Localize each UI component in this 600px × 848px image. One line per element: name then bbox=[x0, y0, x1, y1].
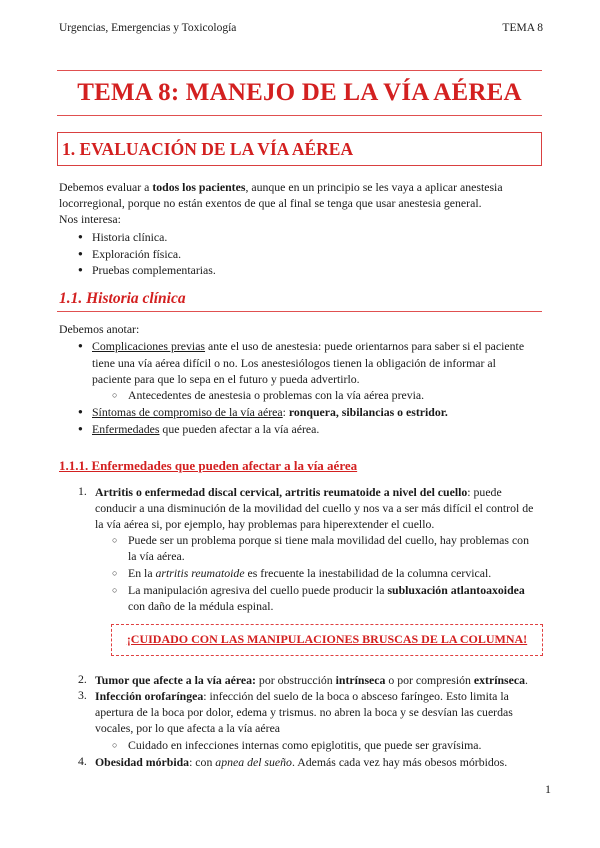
section-1-box bbox=[57, 132, 542, 166]
item-1-sub-3-line-2: con daño de la médula espinal. bbox=[128, 599, 274, 613]
section-1-heading: 1. EVALUACIÓN DE LA VÍA AÉREA bbox=[62, 139, 354, 159]
history-bullet-3 bbox=[78, 421, 542, 437]
item-1-sub-1 bbox=[112, 532, 542, 548]
intro-bold: todos los pacientes bbox=[152, 180, 246, 194]
circle-bullet-icon: ○ bbox=[112, 535, 118, 545]
bullet-text: : bbox=[282, 405, 289, 419]
item-bold: Infección orofaríngea bbox=[95, 689, 204, 703]
warning-box bbox=[111, 624, 543, 656]
page-title: TEMA 8: MANEJO DE LA VÍA AÉREA bbox=[77, 79, 522, 106]
item-3-line-3: vocales, por lo que afecta a la vía aérea bbox=[95, 721, 281, 735]
item-bold: Artritis o enfermedad discal cervical, artritis reumatoide a nivel del cuello bbox=[95, 485, 468, 499]
bullet-icon: ● bbox=[78, 341, 83, 350]
list-item: ● Historia clínica. bbox=[78, 229, 543, 246]
item-bold: intrínseca bbox=[335, 673, 386, 687]
bullet-1-line-2: tiene una vía aérea difícil o no. Los anestesiólogos tienen la obligación de informar al bbox=[92, 356, 496, 370]
history-bullet-2 bbox=[78, 404, 542, 420]
page-number: 1 bbox=[545, 782, 551, 796]
intro-text: , aunque en un principio se les vaya a aplicar anestesia bbox=[245, 180, 503, 194]
circle-bullet-icon: ○ bbox=[112, 740, 118, 750]
item-1-line-2: conducir a una disminución de la movilidad del cuello y nos va a ser más difícil el control de bbox=[95, 501, 534, 515]
item-1-line-3: la vía aérea si, por ejemplo, hay problemas para hiperextender el cuello. bbox=[95, 517, 435, 531]
item-text: : con bbox=[189, 755, 216, 769]
disease-item-4 bbox=[95, 754, 542, 770]
section-1-1-lead: Debemos anotar: bbox=[59, 322, 140, 336]
bullet-underlined: Síntomas de compromiso de la vía aérea bbox=[92, 405, 283, 419]
item-3-sub bbox=[112, 737, 542, 753]
item-number: 2. bbox=[78, 672, 87, 686]
sub-text: Cuidado en infecciones internas como epiglotitis, que puede ser gravísima. bbox=[128, 738, 482, 752]
bullet-text: ante el uso de anestesia: puede orientarnos para saber si el paciente bbox=[205, 339, 525, 353]
disease-item-1 bbox=[95, 484, 542, 500]
circle-bullet-icon: ○ bbox=[112, 390, 118, 400]
sub-text: Puede ser un problema porque si tiene mala movilidad del cuello, hay problemas con bbox=[128, 533, 529, 547]
item-text: : puede bbox=[467, 485, 502, 499]
title-banner bbox=[57, 70, 542, 116]
item-number: 4. bbox=[78, 754, 87, 768]
item-1-sub-1-line-2: la vía aérea. bbox=[128, 549, 185, 563]
section-1-1-heading: 1.1. Historia clínica bbox=[59, 290, 186, 307]
bullet-icon: ● bbox=[78, 424, 83, 433]
sub-bold: subluxación atlantoaxoidea bbox=[387, 583, 525, 597]
item-text: : infección del suelo de la boca o absceso faríngeo. Esto limita la bbox=[203, 689, 509, 703]
sub-bullet-text: Antecedentes de anestesia o problemas con la vía aérea previa. bbox=[128, 388, 425, 402]
item-1-sub-2 bbox=[112, 565, 542, 581]
bullet-text: que pueden afectar a la vía aérea. bbox=[159, 422, 320, 436]
section-1-1-1-heading: 1.1.1. Enfermedades que pueden afectar a la vía aérea bbox=[59, 458, 358, 473]
intro-line-2: locorregional, porque no están exentos de que al final se tenga que usar anestesia general. bbox=[59, 196, 482, 210]
item-number: 3. bbox=[78, 688, 87, 702]
item-bold: Tumor que afecte a la vía aérea: bbox=[95, 673, 256, 687]
list-item: ● Exploración física. bbox=[78, 246, 543, 263]
bullet-1-line-3: paciente para que lo sepa en el futuro y pueda advertirlo. bbox=[92, 372, 360, 386]
history-bullet-1 bbox=[78, 338, 542, 354]
intro-text: Debemos evaluar a bbox=[59, 180, 153, 194]
sub-text: es frecuente la inestabilidad de la columna cervical. bbox=[244, 566, 492, 580]
item-text: . bbox=[525, 673, 528, 687]
item-text: . Además cada vez hay más obesos mórbidos. bbox=[291, 755, 508, 769]
bullet-bold: ronquera, sibilancias o estridor. bbox=[288, 405, 448, 419]
circle-bullet-icon: ○ bbox=[112, 568, 118, 578]
section-1-1-rule bbox=[57, 311, 542, 312]
warning-text: ¡CUIDADO CON LAS MANIPULACIONES BRUSCAS DE LA COLUMNA! bbox=[126, 632, 528, 646]
disease-item-3 bbox=[95, 688, 542, 704]
circle-bullet-icon: ○ bbox=[112, 585, 118, 595]
item-bold: extrínseca bbox=[473, 673, 525, 687]
item-1-sub-3 bbox=[112, 582, 542, 598]
item-italic: apnea del sueño bbox=[215, 755, 292, 769]
header-topic: TEMA 8 bbox=[502, 22, 543, 34]
section-1-intro bbox=[59, 180, 541, 196]
header-subject: Urgencias, Emergencias y Toxicología bbox=[59, 22, 237, 34]
history-sub-bullet bbox=[112, 387, 542, 403]
sub-text: La manipulación agresiva del cuello puede producir la bbox=[128, 583, 388, 597]
item-bold: Obesidad mórbida bbox=[95, 755, 190, 769]
item-text: o por compresión bbox=[385, 673, 474, 687]
item-3-line-2: apertura de la boca por dolor, edema y trismus. no abren la boca y se desvían las cuerdas bbox=[95, 705, 513, 719]
bullet-underlined: Complicaciones previas bbox=[92, 339, 206, 353]
bullet-underlined: Enfermedades bbox=[92, 422, 160, 436]
disease-item-2 bbox=[95, 672, 542, 688]
sub-text: En la bbox=[128, 566, 156, 580]
interest-label: Nos interesa: bbox=[59, 212, 121, 226]
sub-italic: artritis reumatoide bbox=[155, 566, 245, 580]
interest-list bbox=[78, 229, 543, 279]
bullet-icon: ● bbox=[78, 407, 83, 416]
item-text: por obstrucción bbox=[255, 673, 336, 687]
list-item: ● Pruebas complementarias. bbox=[78, 262, 543, 279]
item-number: 1. bbox=[78, 484, 87, 498]
